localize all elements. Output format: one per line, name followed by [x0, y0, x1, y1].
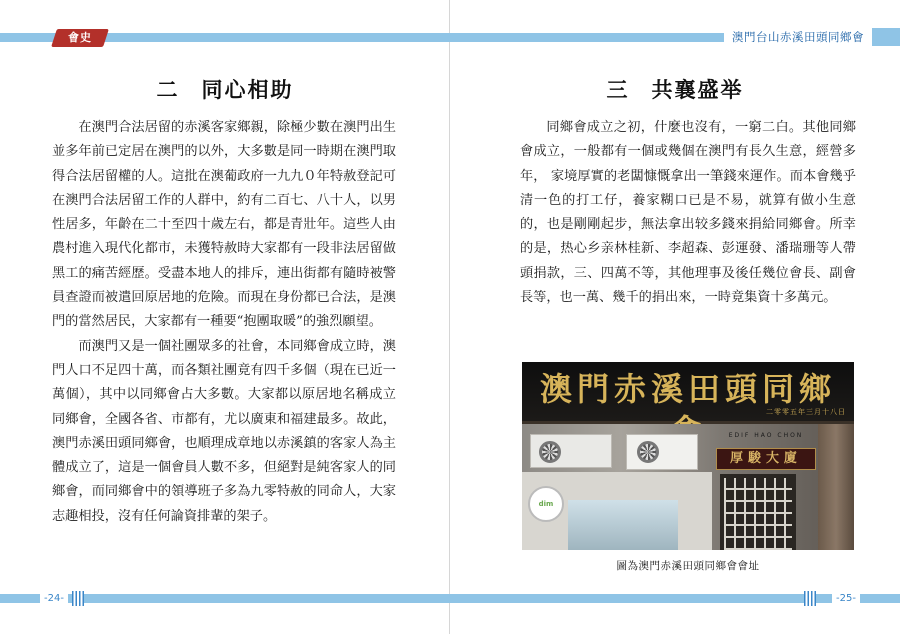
right-page: [450, 0, 900, 634]
heading-title: 共襄盛举: [651, 77, 744, 102]
gate: [720, 474, 796, 550]
fan-icon: [539, 441, 561, 463]
footer-tick-marks: [72, 591, 84, 606]
page-heading: [0, 74, 450, 104]
signboard-text: 澳門赤溪田頭同鄉: [539, 370, 836, 408]
shop-window: [568, 500, 678, 550]
body-text: [52, 116, 396, 529]
signboard-date: 二零零五年三月十八日: [766, 408, 846, 416]
photo-caption: 圖為澳門赤溪田頭同鄉會會址: [616, 560, 760, 572]
building-latin-name: EDIF HAO CHON: [728, 432, 804, 439]
section-tag-label: 會史: [68, 31, 92, 44]
gate-grille: [724, 478, 792, 550]
heading-number: 三: [606, 77, 630, 102]
heading-title: 同心相助: [201, 77, 294, 102]
paragraph: 在澳門合法居留的赤溪客家鄉親，除極少數在澳門出生並多年前已定居在澳門的以外，大多數是同一時期在澳門取得合法居留權的人。這批在澳葡政府一九九０年特赦登記可在澳門合法居留工作的人群中，約有二百七、八十人，以男性居多，年齡在二十至四十歲左右，都是青壯年。這些人由農村進入現代化都市，未獲特赦時大家都有一段非法居留做黑工的痛苦經歷。受盡本地人的排斥，連出街都有隨時被警員查證而被遣回原居地的危險。而現在身份都已合法，是澳門的當然居民，大家都有一種要“抱團取暖”的強烈願望。: [52, 120, 396, 330]
shop-logo: dim: [528, 486, 564, 522]
paragraph: 同鄉會成立之初，什麼也沒有，一窮二白。其他同鄉會成立，一般都有一個或幾個在澳門有長久生意，經營多年， 家境厚實的老闆慷慨拿出一筆錢來運作。而本會幾乎清一色的打工仔，養家糊口已是不易，就算有做小生意的，也是剛剛起步，無法拿出较多錢來捐給同鄉會。所幸的是，热心乡亲林桂新、李超森、彭運發、潘瑞珊等人帶頭捐款，三、四萬不等，其他理事及後任幾位會長、副會長等，也一萬、幾千的捐出來，一時竟集資十多萬元。: [520, 120, 856, 306]
pillar: [818, 424, 854, 550]
association-photo: [522, 362, 854, 550]
fan-icon: [637, 441, 659, 463]
header-bar-end: [872, 28, 900, 46]
signboard: [522, 362, 854, 424]
page-number: -24-: [40, 591, 68, 606]
air-conditioner: [530, 434, 612, 468]
heading-number: 二: [156, 77, 180, 102]
building-plaque: 厚駿大廈: [716, 448, 816, 470]
shop-front: [522, 472, 712, 550]
air-conditioner: [626, 434, 698, 470]
section-tag: [51, 29, 109, 47]
paragraph: 而澳門又是一個社團眾多的社會，本同鄉會成立時，澳門人口不足四十萬，而各類社團竟有四千多個（現在已近一萬個），其中以同鄉會占大多數。大家都以原居地名稱成立同鄉會，全國各省、市都有，尤以廣東和福建最多。故此，澳門赤溪田頭同鄉會，也順理成章地以赤溪鎮的客家人為主體成立了，這是一個會員人數不多，但絕對是純客家人的同鄉會，而同鄉會中的領導班子多為九零特赦的同命人，大家志趣相投，沒有任何論資排輩的架子。: [52, 338, 396, 524]
page-number: -25-: [832, 591, 860, 606]
footer-tick-marks: [804, 591, 816, 606]
running-header-title: 澳門台山赤溪田頭同鄉會: [724, 28, 872, 46]
page-heading: [450, 74, 900, 104]
body-text: [520, 116, 856, 310]
